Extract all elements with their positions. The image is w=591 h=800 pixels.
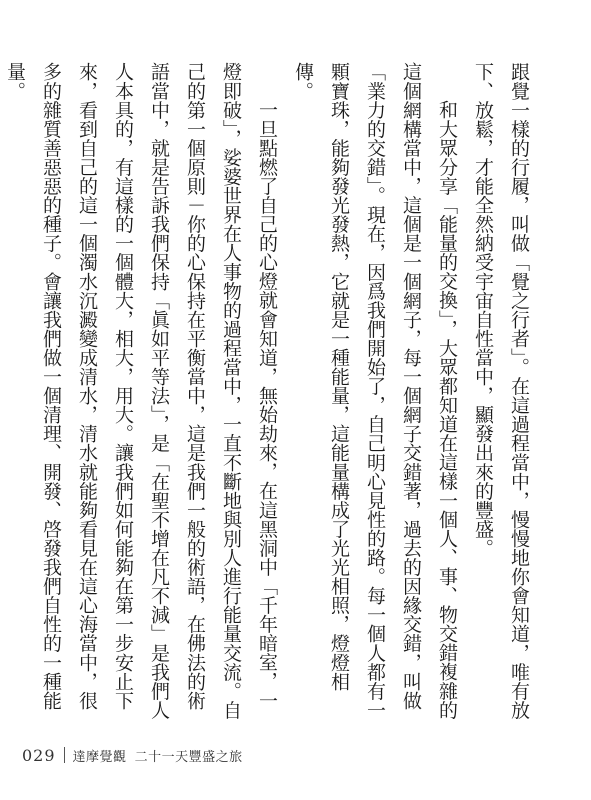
book-title: 達摩覺觀: [72, 749, 127, 765]
paragraph-1: 跟覺一樣的行履，叫做「覺之行者」。在這過程當中，慢慢地你會知道，唯有放下、放鬆，才能全然納受宇宙自性當中，顯發出來的豐盛。: [472, 62, 530, 720]
chapter-title: 二十一天豐盛之旅: [134, 749, 243, 765]
paragraph-3: 一旦點燃了自己的心燈就會知道，無始劫來，在這黑洞中「千年暗室，一燈即破」，娑婆世界在人事物的過程當中，一直不斷地與別人進行能量交流。自己的第一個原則－你的心保持在平衡當中，這是我們一般的術語，在佛法的術語當中，就是告訴我們保持「眞如平等法」，是「在聖不增在凡不減」是我們人人本具的，有這樣的一個體大，相大，用大。讓我們如何能夠在第一步安止下來，看到自己的這一個濁水沉澱變成清水，清水就能夠看見在這心海當中，很多的雜質善惡惡的種子。會讓我們做一個清理、開發、啓發我們自性的一種能量。: [4, 62, 278, 720]
page-footer: [22, 744, 243, 766]
footer-divider: [64, 747, 65, 763]
page-number: 029: [22, 745, 56, 765]
vertical-text-body: [4, 62, 537, 722]
paragraph-2: 和大眾分享「能量的交換」，大眾都知道在這樣一個人、事、物交錯複雜的這個網構當中，這個是一個網子，每一個網子交錯著，過去的因緣交錯，叫做「業力的交錯」。現在，因爲我們開始了，自己明心見性的路。每一個人都有一顆寶珠，能夠發光發熱，它就是一種能量，這能量構成了光光相照，燈燈相傳。: [292, 62, 458, 720]
